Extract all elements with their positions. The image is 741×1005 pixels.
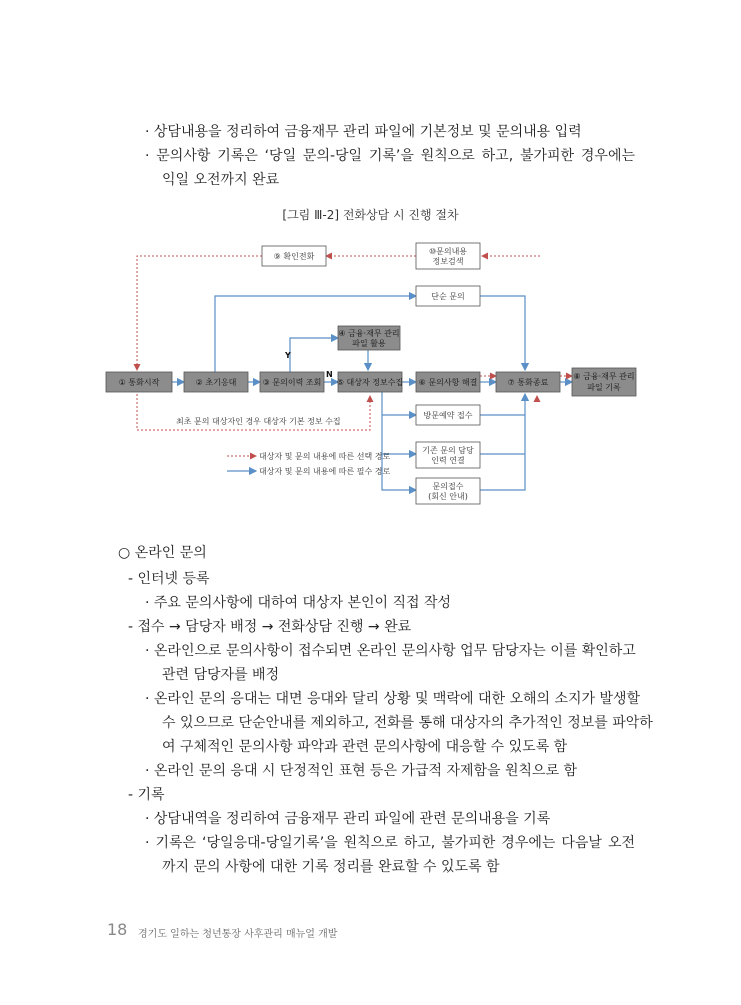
box-text-file-record-1: ⑧ 금융·재무 관리 — [573, 372, 635, 381]
bullet-record-2: · 기록은 ‘당일응대-당일기록’을 원칙으로 하고, 불가피한 경우에는 다음날 오전 — [145, 835, 635, 851]
box-text-resolve: ⑥ 문의사항 해결 — [418, 378, 478, 387]
bullet-process-3: · 온라인 문의 응대 시 단정적인 표현 등은 가급적 자제함을 원칙으로 함 — [145, 763, 578, 779]
legend-required-text: 대상자 및 문의 내용에 따른 필수 경로 — [259, 467, 391, 476]
box-text-existing-staff-1: 기존 문의 담당 — [422, 446, 474, 455]
bullet-process-2-cont1: 수 있으므로 단순안내를 제외하고, 전화를 통해 대상자의 추가적인 정보를 파악하 — [162, 715, 653, 731]
section-title-internet: - 인터넷 등록 — [128, 571, 210, 587]
page-number: 18 — [107, 920, 128, 939]
bullet-record-2-cont: 까지 문의 사항에 대한 기록 정리를 완료할 수 있도록 함 — [162, 859, 500, 875]
figure-caption: [그림 Ⅲ-2] 전화상담 시 진행 절차 — [282, 208, 459, 222]
top-bullet-1: · 상담내용을 정리하여 금융재무 관리 파일에 기본정보 및 문의내용 입력 — [145, 124, 582, 140]
section-title-record: - 기록 — [128, 787, 165, 803]
box-text-visit-booking: 방문예약 접수 — [423, 411, 473, 420]
box-text-simple-inquiry: 단순 문의 — [431, 292, 465, 301]
footer-title: 경기도 일하는 청년통장 사후관리 매뉴얼 개발 — [138, 929, 338, 940]
bullet-record-1: · 상담내역을 정리하여 금융재무 관리 파일에 관련 문의내용을 기록 — [145, 811, 551, 827]
bullet-process-2-cont2: 여 구체적인 문의사항 파악과 관련 문의사항에 대응할 수 있도록 함 — [162, 739, 568, 755]
box-text-initial-response: ② 초기응대 — [195, 378, 237, 387]
label-n: N — [326, 370, 333, 379]
box-text-call-start: ① 통화시작 — [118, 378, 160, 387]
box-text-info-search-2: 정보검색 — [432, 257, 464, 266]
arrow-9-1 — [137, 256, 262, 370]
label-y: Y — [285, 351, 291, 360]
bullet-process-1-cont: 관련 담당자를 배정 — [162, 667, 280, 683]
box-text-receipt-1: 문의접수 — [432, 482, 464, 491]
box-text-file-use-1: ④ 금융·재무 관리 — [338, 329, 400, 338]
box-text-history-lookup: ③ 문의이력 조회 — [262, 378, 322, 387]
box-text-confirm-call: ⑨ 확인전화 — [273, 252, 315, 261]
box-text-call-end: ⑦ 통화종료 — [507, 378, 549, 387]
section-title-process: - 접수 → 담당자 배정 → 전화상담 진행 → 완료 — [128, 619, 412, 635]
online-heading: ○ 온라인 문의 — [118, 545, 207, 561]
box-text-info-search-1: ⑩문의내용 — [428, 247, 468, 256]
legend-optional-text: 대상자 및 문의 내용에 따른 선택 경로 — [259, 452, 391, 461]
box-text-existing-staff-2: 인력 연결 — [431, 456, 465, 465]
arrow-receipt-7 — [480, 394, 525, 490]
bullet-process-2: · 온라인 문의 응대는 대면 응대와 달리 상황 및 맥락에 대한 오해의 소지가 발생할 — [145, 691, 641, 707]
top-bullet-2-cont: 익일 오전까지 완료 — [162, 172, 280, 188]
bullet-internet-1: · 주요 문의사항에 대하여 대상자 본인이 직접 작성 — [145, 595, 452, 611]
box-text-info-collect: ⑤ 대상자 정보수집 — [336, 378, 404, 387]
arrow-3-4 — [290, 338, 338, 372]
box-text-file-use-2: 파일 활용 — [352, 339, 386, 348]
bullet-process-1: · 온라인으로 문의사항이 접수되면 온라인 문의사항 업무 담당자는 이를 확인하고 — [145, 643, 636, 659]
box-text-receipt-2: (회신 안내) — [428, 492, 468, 501]
top-bullet-2: · 문의사항 기록은 ‘당일 문의-당일 기록’을 원칙으로 하고, 불가피한 경우에는 — [145, 148, 635, 164]
box-text-file-record-2: 파일 기록 — [587, 383, 621, 392]
arrow-simple-7 — [480, 296, 525, 370]
label-first-inquiry: 최초 문의 대상자인 경우 대상자 기본 정보 수집 — [176, 417, 341, 426]
